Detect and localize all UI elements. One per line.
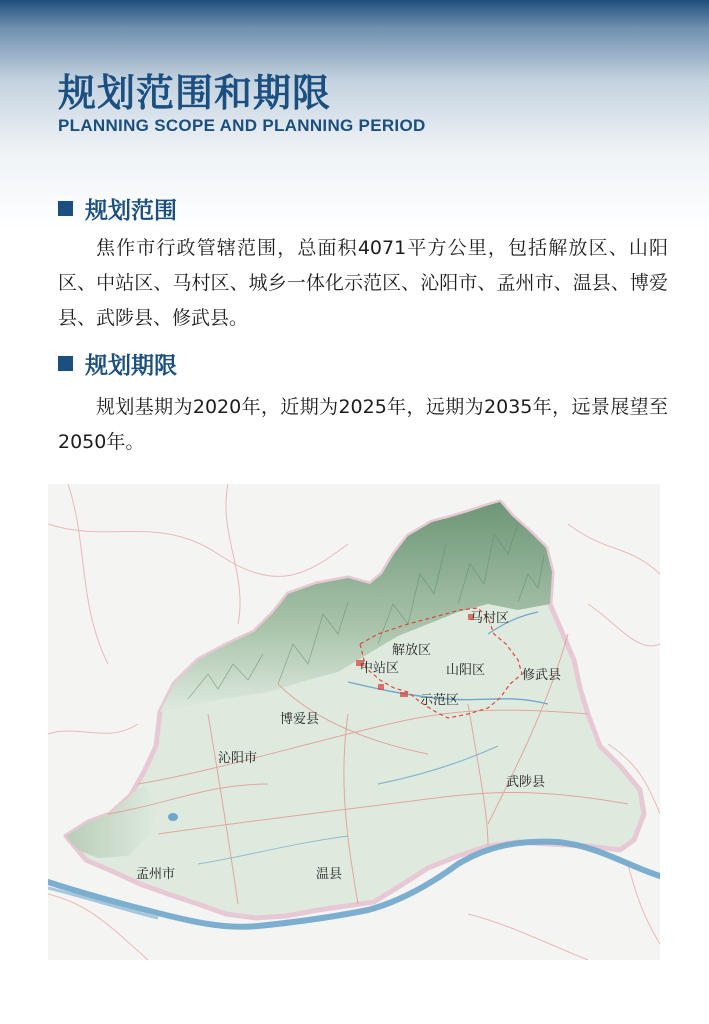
label-boai: 博爱县: [280, 712, 320, 727]
section-heading-scope: [58, 192, 177, 225]
label-shanyang: 山阳区: [446, 663, 486, 678]
page-subtitle: PLANNING SCOPE AND PLANNING PERIOD: [58, 116, 426, 135]
label-wuzhi: 武陟县: [506, 775, 546, 790]
planning-map-svg: [48, 484, 660, 960]
planning-map: [48, 484, 660, 960]
section-paragraph-period: 规划基期为2020年，近期为2025年，远期为2035年，远景展望至2050年。: [58, 396, 668, 453]
reservoir: [168, 813, 178, 821]
page-title: 规划范围和期限: [58, 71, 332, 115]
section-marker-icon: [58, 201, 73, 216]
section-heading-label: 规划范围: [85, 198, 177, 224]
label-wenxian: 温县: [316, 867, 343, 882]
label-qinyang: 沁阳市: [218, 751, 258, 766]
section-heading-period: [58, 347, 177, 380]
section-marker-icon: [58, 356, 73, 371]
label-macun: 马村区: [470, 611, 510, 626]
label-mengzhou: 孟州市: [136, 867, 176, 882]
label-jiefang: 解放区: [392, 643, 432, 658]
label-shifan: 示范区: [420, 693, 460, 708]
section-heading-label: 规划期限: [85, 353, 177, 379]
label-zhongzhan: 中站区: [360, 661, 400, 676]
label-xiuwu: 修武县: [522, 668, 562, 683]
section-paragraph-scope: 焦作市行政管辖范围，总面积4071平方公里，包括解放区、山阳区、中站区、马村区、城乡一体化示范区、沁阳市、孟州市、温县、博爱县、武陟县、修武县。: [58, 237, 668, 329]
